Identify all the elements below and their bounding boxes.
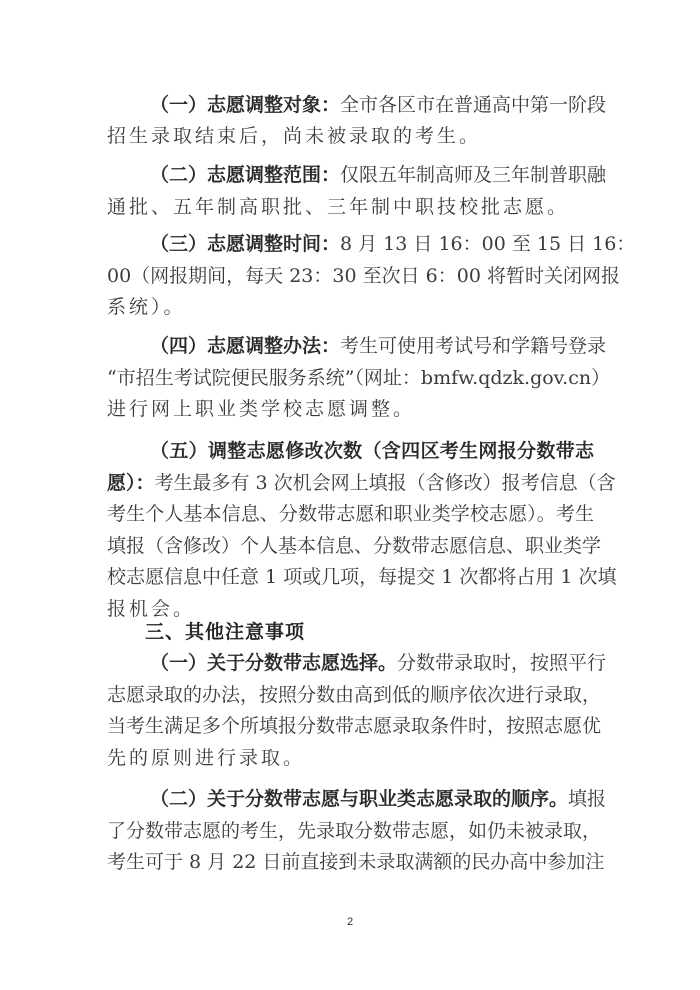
paragraph-line: 通批、五年制高职批、三年制中职技校批志愿。 bbox=[107, 196, 570, 218]
item-label: （三）志愿调整时间： bbox=[150, 233, 341, 255]
paragraph-line: （一）志愿调整对象：全市各区市在普通高中第一阶段 bbox=[150, 94, 607, 116]
paragraph-line: 00（网报期间，每天 23：30 至次日 6：00 将暂时关闭网报 bbox=[107, 265, 620, 287]
paragraph-line: 了分数带志愿的考生，先录取分数带志愿，如仍未被录取， bbox=[107, 820, 602, 842]
paragraph-line: 先的原则进行录取。 bbox=[107, 747, 306, 769]
paragraph-line: 考生个人基本信息、分数带志愿和职业类学校志愿）。考生 bbox=[107, 503, 594, 525]
item-label: （二）关于分数带志愿与职业类志愿录取的顺序。 bbox=[150, 788, 569, 810]
section-heading: 三、其他注意事项 bbox=[145, 621, 306, 643]
item-label: （四）志愿调整办法： bbox=[150, 335, 341, 357]
paragraph-line: 报机会。 bbox=[107, 598, 196, 620]
paragraph-line: 进行网上职业类学校志愿调整。 bbox=[107, 398, 416, 420]
paragraph-line: （四）志愿调整办法：考生可使用考试号和学籍号登录 bbox=[150, 335, 607, 357]
paragraph-line: （三）志愿调整时间：8 月 13 日 16：00 至 15 日 16： bbox=[150, 233, 636, 255]
paragraph-line: （二）志愿调整范围：仅限五年制高师及三年制普职融 bbox=[150, 164, 607, 186]
item-label: （五）调整志愿修改次数（含四区考生网报分数带志 bbox=[150, 440, 594, 462]
paragraph-line: 招生录取结束后，尚未被录取的考生。 bbox=[107, 125, 482, 147]
paragraph-line: （一）关于分数带志愿选择。分数带录取时，按照平行 bbox=[150, 652, 607, 674]
item-label: （一）关于分数带志愿选择。 bbox=[150, 652, 398, 674]
paragraph-line: “市招生考试院便民服务系统”（网址：bmfw.qdzk.gov.cn） bbox=[107, 367, 611, 389]
paragraph-line: 系统）。 bbox=[107, 296, 186, 318]
item-label: （二）志愿调整范围： bbox=[150, 164, 341, 186]
paragraph-line: 愿）：考生最多有 3 次机会网上填报（含修改）报考信息（含 bbox=[107, 472, 616, 494]
paragraph-line: 考生可于 8 月 22 日前直接到未录取满额的民办高中参加注 bbox=[107, 851, 605, 873]
item-label: （一）志愿调整对象： bbox=[150, 94, 341, 116]
paragraph-line: （二）关于分数带志愿与职业类志愿录取的顺序。填报 bbox=[150, 788, 607, 810]
paragraph-line: 校志愿信息中任意 1 项或几项，每提交 1 次都将占用 1 次填 bbox=[107, 566, 617, 588]
paragraph-line: 填报（含修改）个人基本信息、分数带志愿信息、职业类学 bbox=[107, 535, 602, 557]
page-number: 2 bbox=[346, 916, 354, 928]
paragraph-line: 志愿录取的办法，按照分数由高到低的顺序依次进行录取， bbox=[107, 684, 602, 706]
paragraph-line: 当考生满足多个所填报分数带志愿录取条件时，按照志愿优 bbox=[107, 715, 602, 737]
